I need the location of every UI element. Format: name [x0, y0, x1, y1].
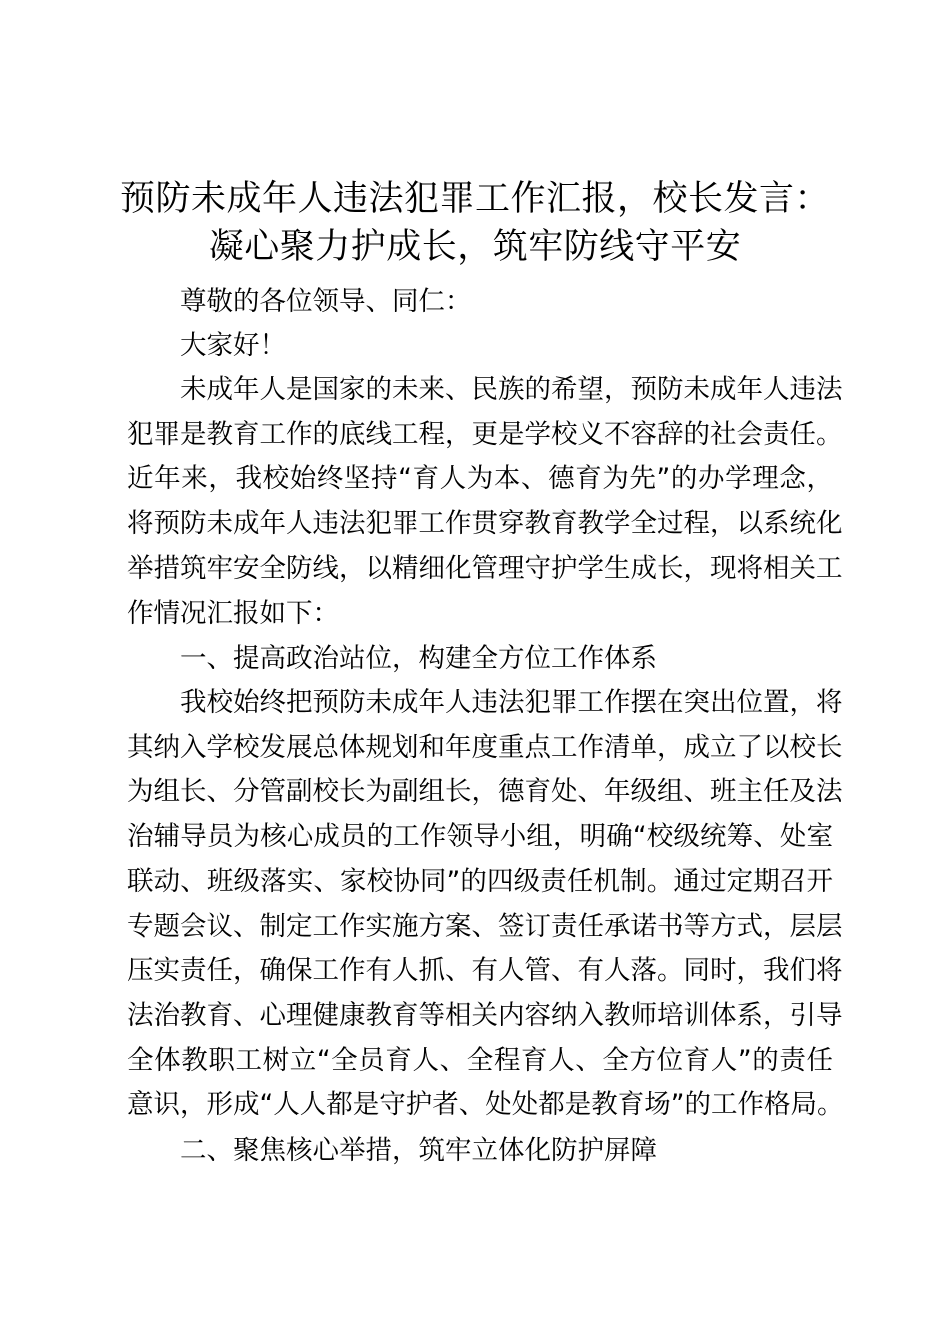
paragraph-section-1	[127, 681, 844, 1128]
paragraph-line: 联动、班级落实、家校协同”的四级责任机制。通过定期召开	[127, 865, 833, 897]
paragraph-line: 举措筑牢安全防线，以精细化管理守护学生成长，现将相关工	[127, 552, 843, 584]
paragraph-line: 犯罪是教育工作的底线工程，更是学校义不容辞的社会责任。	[127, 418, 843, 450]
paragraph-line: 我校始终把预防未成年人违法犯罪工作摆在突出位置，将	[180, 687, 843, 718]
paragraph-line: 作情况汇报如下：	[127, 597, 339, 629]
document-title-line-2: 凝心聚力护成长，筑牢防线守平安	[208, 227, 742, 267]
section-heading-2: 二、聚焦核心举措，筑牢立体化防护屏障	[180, 1135, 657, 1166]
paragraph-line: 近年来，我校始终坚持“育人为本、德育为先”的办学理念，	[127, 463, 833, 495]
salutation: 尊敬的各位领导、同仁：	[180, 286, 472, 317]
document-title-line-1: 预防未成年人违法犯罪工作汇报，校长发言：	[119, 179, 830, 219]
paragraph-line: 法治教育、心理健康教育等相关内容纳入教师培训体系，引导	[127, 999, 843, 1031]
paragraph-line: 其纳入学校发展总体规划和年度重点工作清单，成立了以校长	[127, 731, 843, 763]
paragraph-line: 为组长、分管副校长为副组长，德育处、年级组、班主任及法	[127, 776, 843, 808]
paragraph-line: 压实责任，确保工作有人抓、有人管、有人落。同时，我们将	[127, 955, 843, 987]
paragraph-line: 将预防未成年人违法犯罪工作贯穿教育教学全过程，以系统化	[127, 508, 843, 540]
paragraph-line: 未成年人是国家的未来、民族的希望，预防未成年人违法	[180, 374, 843, 405]
paragraph-line: 治辅导员为核心成员的工作领导小组，明确“校级统筹、处室	[127, 821, 833, 853]
greeting: 大家好！	[180, 330, 286, 361]
paragraph-intro	[127, 368, 843, 636]
paragraph-line: 专题会议、制定工作实施方案、签订责任承诺书等方式，层层	[127, 910, 843, 942]
paragraph-line: 全体教职工树立“全员育人、全程育人、全方位育人”的责任	[127, 1044, 833, 1076]
paragraph-line: 意识，形成“人人都是守护者、处处都是教育场”的工作格局。	[127, 1089, 844, 1121]
section-heading-1: 一、提高政治站位，构建全方位工作体系	[180, 643, 657, 674]
